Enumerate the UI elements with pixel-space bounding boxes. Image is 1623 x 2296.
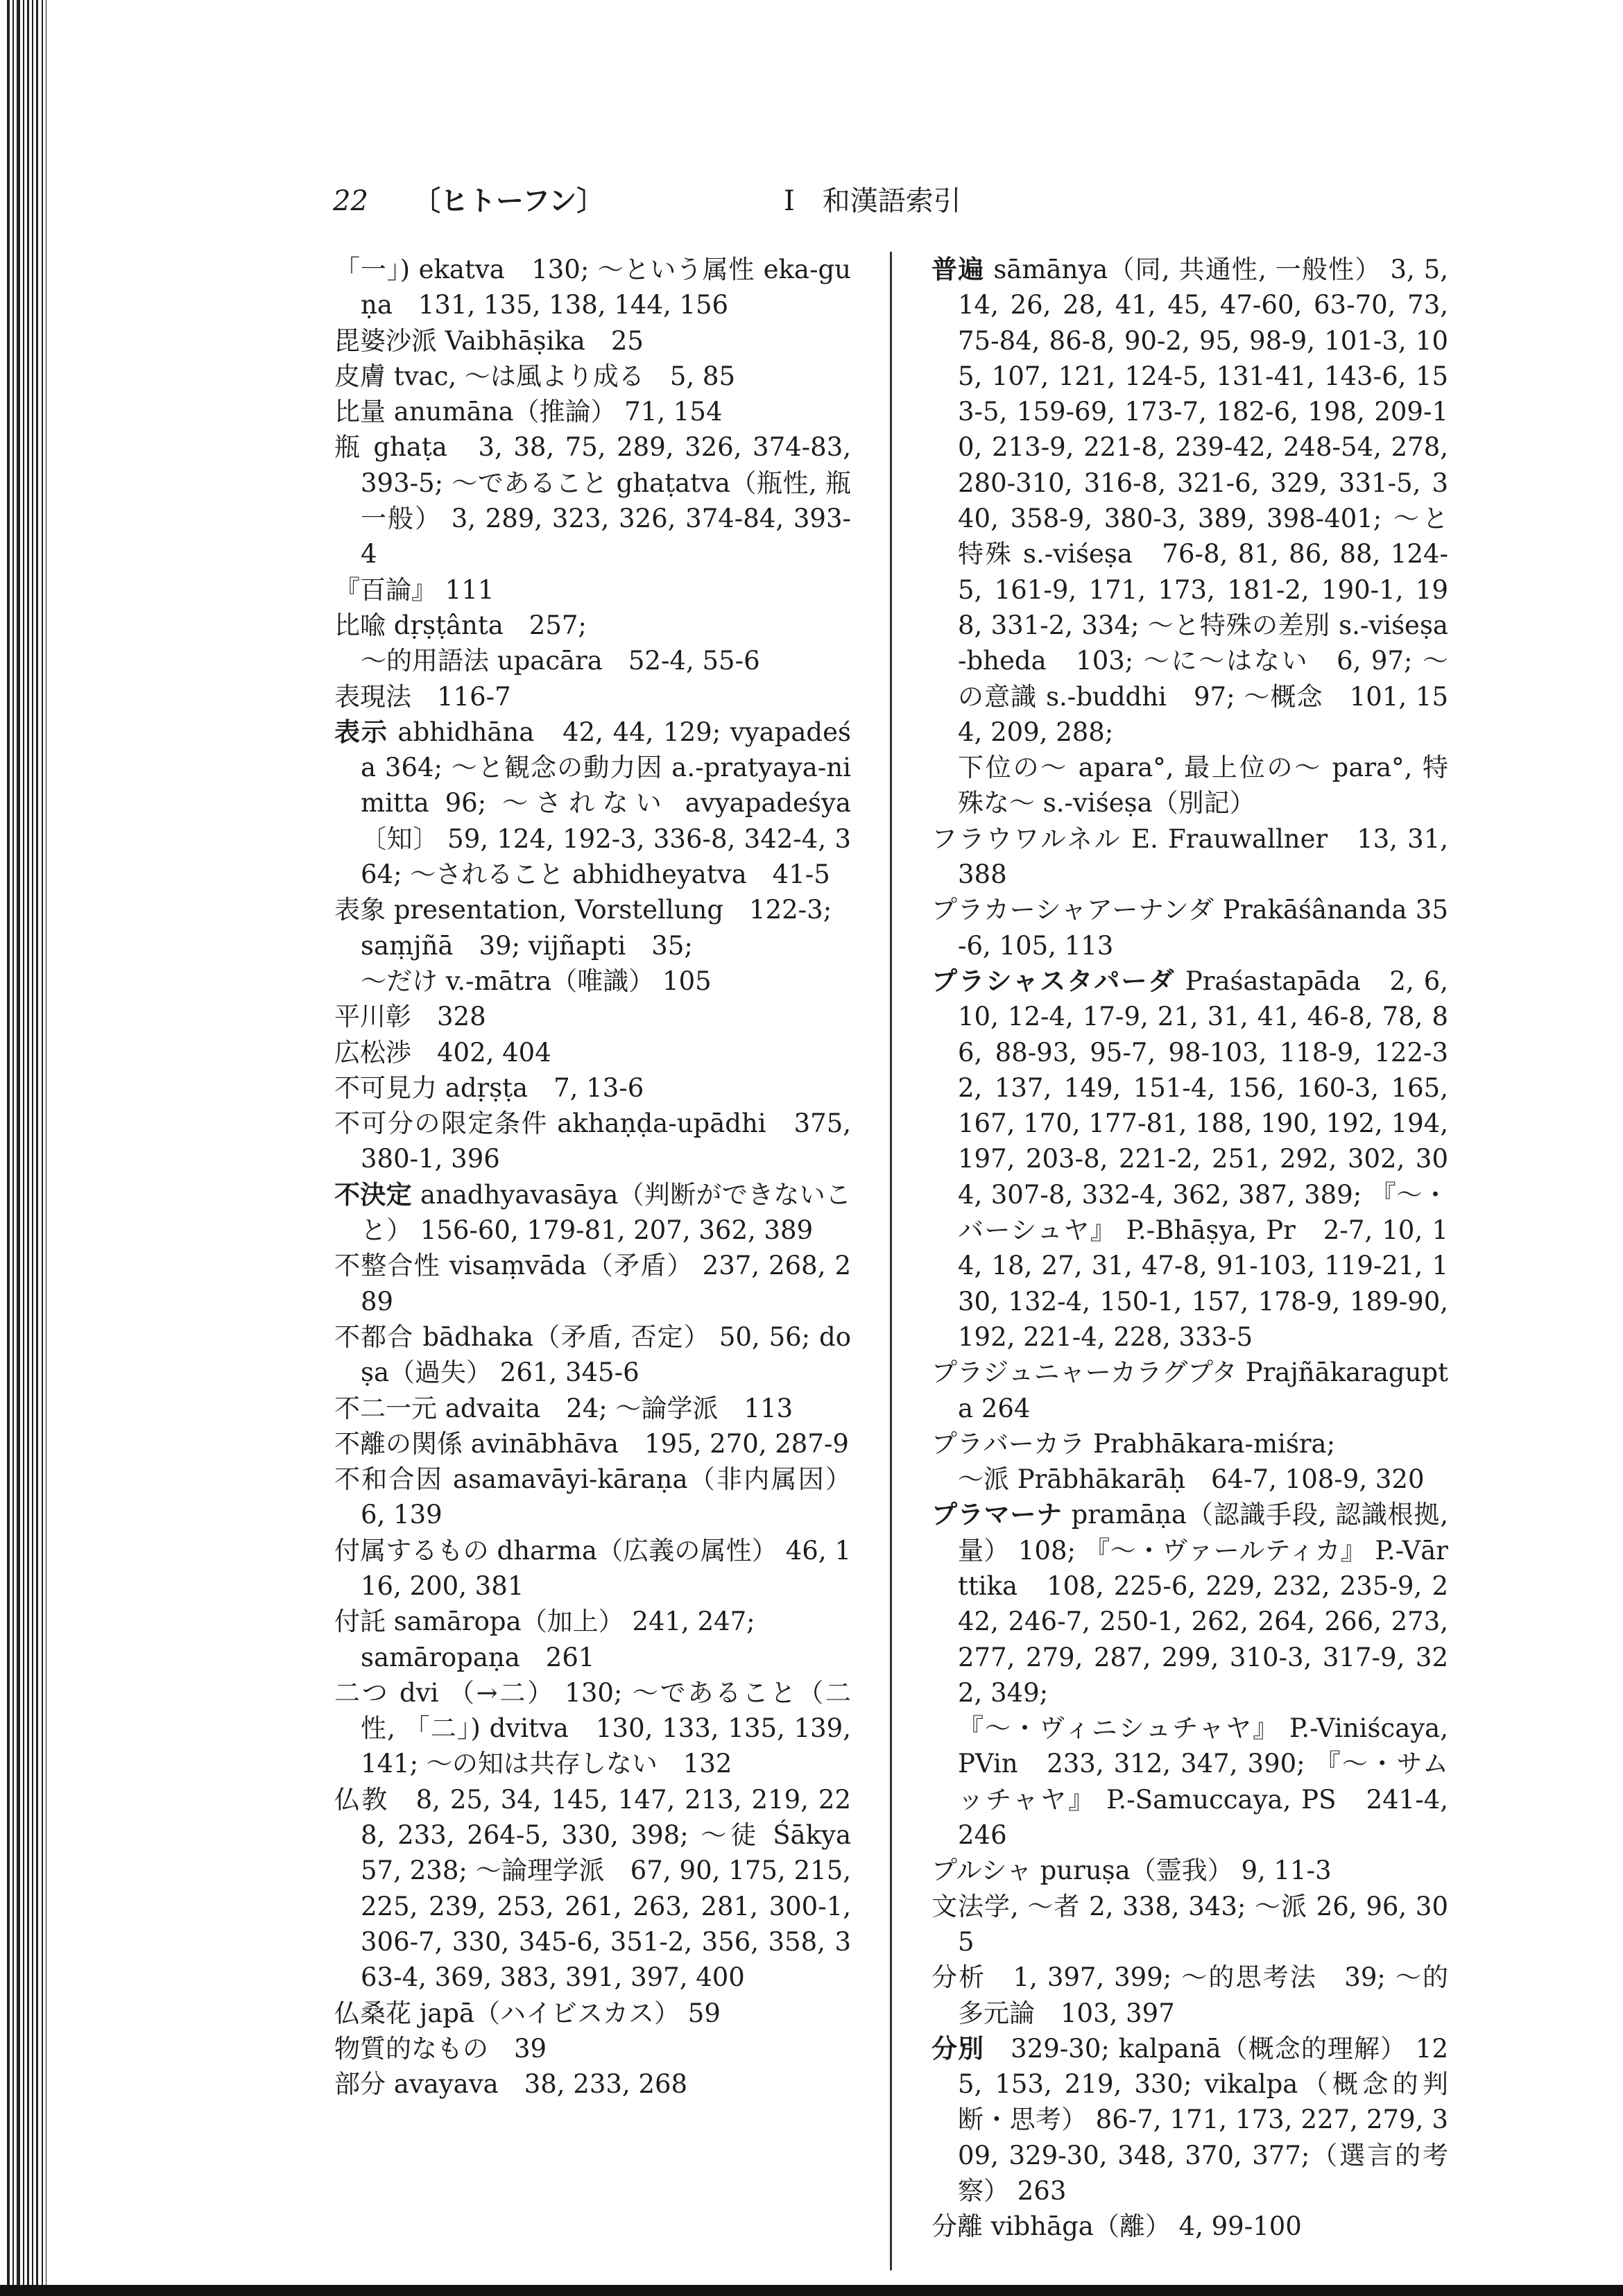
index-entry-text: 不和合因 asamavāyi-kāraṇa（非内属因） 6, 139: [334, 1464, 851, 1530]
index-entry-text: 二つ dvi （→二） 130; ～であること（二性, 「二」) dvitva 130, 133, 135, 139, 141; ～の知は共存しない 132: [334, 1677, 851, 1779]
index-entry: [334, 1070, 851, 1106]
index-entry: [334, 714, 851, 892]
index-entry: [334, 1248, 851, 1319]
index-entry-text: 不都合 bādhaka（矛盾, 否定） 50, 56; doṣa（過失） 261, 345-6: [334, 1321, 851, 1388]
book-binding-edge: [0, 0, 55, 2296]
index-entry: [334, 1996, 851, 2031]
index-entry-text: 広松渉 402, 404: [334, 1037, 551, 1068]
index-entry: [334, 2031, 851, 2066]
index-entry: [334, 1462, 851, 1533]
header-title: 〔ヒトーフン〕: [413, 185, 605, 217]
index-entry: [931, 1426, 1448, 1462]
index-entry-text: ～派 Prābhākarāḥ 64-7, 108-9, 320: [958, 1464, 1425, 1495]
index-entry-text: 分離 vibhāga（離） 4, 99-100: [931, 2211, 1302, 2242]
index-entry-text: ～的用語法 upacāra 52-4, 55-6: [361, 646, 760, 676]
index-entry-text: プラカーシャアーナンダ Prakāśânanda 35-6, 105, 113: [931, 895, 1448, 961]
index-entry-text: 瓶 ghaṭa 3, 38, 75, 289, 326, 374-83, 393-5; ～であること ghaṭatva（瓶性, 瓶一般） 3, 289, 323, 326, 374-84, 393-4: [334, 432, 851, 569]
index-entry-text: abhidhāna 42, 44, 129; vyapadeśa 364; ～と観念の動力因 a.-pratyaya-nimitta 96; ～されない avyapadeśya 〔知〕 59, 124, 192-3, 336-8, 342-4, 364; ～されること abhidheyatva 41-5: [361, 717, 851, 890]
index-entry: [931, 963, 1448, 1355]
index-entry: [931, 1889, 1448, 1960]
index-entry: [931, 892, 1448, 963]
index-entry: [334, 359, 851, 394]
index-entry-text: 毘婆沙派 Vaibhāṣika 25: [334, 325, 644, 356]
index-entry-text: 文法学, ～者 2, 338, 343; ～派 26, 96, 305: [931, 1891, 1448, 1957]
index-entry: [334, 608, 851, 643]
index-entry: [931, 252, 1448, 750]
index-entry-text: 表象 presentation, Vorstellung 122-3;: [334, 895, 832, 925]
index-entry-text: 物質的なもの 39: [334, 2033, 547, 2064]
index-entry: [334, 928, 851, 963]
index-entry: [931, 1355, 1448, 1426]
index-entry: [334, 1533, 851, 1604]
index-entry: [334, 1106, 851, 1177]
index-entry-text: 皮膚 tvac, ～は風より成る 5, 85: [334, 361, 735, 391]
index-entry-heading: 分別: [931, 2032, 985, 2064]
index-entry: [334, 892, 851, 927]
index-entry-text: samāropaṇa 261: [361, 1642, 595, 1672]
index-entry-text: 表現法 116-7: [334, 681, 511, 712]
index-entry-text: Praśastapāda 2, 6, 10, 12-4, 17-9, 21, 31, 41, 46-8, 78, 86, 88-93, 95-7, 98-103, 118-9, 122-32, 137, 149, 151-4, 156, 160-3, 165, 167, 170, 177-81, 188, 190, 192, 194, 197, 203-8, 221-2, 251, 292, 302, 304, 307-8, 332-4, 362, 387, 389; 『～・バーシュヤ』 P.-Bhāṣya, Pr 2-7, 10, 14, 18, 27, 31, 47-8, 91-103, 119-21, 130, 132-4, 150-1, 157, 178-9, 189-90, 192, 221-4, 228, 333-5: [958, 966, 1448, 1352]
index-entry: [334, 394, 851, 429]
index-entry-text: 比喩 dṛṣṭânta 257;: [334, 610, 587, 640]
index-entry: [334, 1035, 851, 1070]
index-column-left: [334, 252, 877, 2102]
index-entry: [334, 1782, 877, 1996]
column-divider: [890, 252, 892, 2270]
index-entry: [334, 1426, 851, 1462]
index-entry: [334, 963, 851, 999]
scan-edge: [0, 2285, 1623, 2296]
index-entry: [334, 1319, 851, 1391]
index-entry-text: 部分 avayava 38, 233, 268: [334, 2069, 688, 2100]
index-entry: [931, 1711, 1448, 1853]
index-entry-text: 不可見力 adṛṣṭa 7, 13-6: [334, 1072, 644, 1103]
index-entry-text: 『～・ヴィニシュチャヤ』 P.-Viniścaya, PVin 233, 312, 347, 390; 『～・サムッチャヤ』 P.-Samuccaya, PS 241-4, 246: [958, 1713, 1448, 1851]
index-entry: [931, 2031, 1448, 2209]
index-entry-text: 329-30; kalpanā（概念的理解） 125, 153, 219, 330; vikalpa（概念的判断・思考） 86-7, 171, 173, 227, 279, 309, 329-30, 348, 370, 377;（選言的考察） 263: [958, 2033, 1448, 2207]
index-entry-text: 平川彰 328: [334, 1002, 486, 1032]
index-entry-text: 仏教 8, 25, 34, 145, 147, 213, 219, 228, 233, 264-5, 330, 398; ～徒 Śākya 57, 238; ～論理学派 67, 90, 175, 215, 225, 239, 253, 261, 263, 281, 300-1, 306-7, 330, 345-6, 351-2, 356, 358, 363-4, 369, 383, 391, 397, 400: [334, 1784, 877, 1993]
index-entry: [334, 429, 851, 572]
page-header: [333, 177, 1359, 225]
index-entry-text: フラウワルネル E. Frauwallner 13, 31, 388: [931, 823, 1448, 890]
index-entry-text: 「一」) ekatva 130; ～という属性 eka-guṇa 131, 135, 138, 144, 156: [334, 255, 851, 320]
index-entry-text: 仏桑花 japā（ハイビスカス） 59: [334, 1998, 721, 2028]
index-entry-text: 不可分の限定条件 akhaṇḍa-upādhi 375, 380-1, 396: [334, 1108, 851, 1174]
index-entry-text: 付託 samāropa（加上） 241, 247;: [334, 1607, 755, 1637]
index-entry: [334, 323, 851, 359]
index-entry: [931, 1960, 1448, 2031]
index-entry: [334, 252, 851, 323]
index-entry: [931, 1462, 1448, 1497]
index-entry: [334, 1640, 851, 1675]
index-entry-heading: 普遍: [931, 254, 985, 284]
index-entry: [931, 1497, 1448, 1711]
index-entry: [334, 999, 851, 1034]
index-entry: [334, 1604, 851, 1639]
index-entry-text: 分析 1, 397, 399; ～的思考法 39; ～的多元論 103, 397: [931, 1962, 1448, 2028]
index-entry-heading: 不決定: [334, 1179, 412, 1210]
index-entry-text: プルシャ puruṣa（霊我） 9, 11-3: [931, 1856, 1332, 1886]
index-entry: [931, 2209, 1448, 2244]
index-column-right: [931, 252, 1448, 2245]
index-entry-text: プラバーカラ Prabhākara-miśra;: [931, 1428, 1336, 1459]
index-entry-heading: プラマーナ: [931, 1499, 1063, 1530]
index-entry: [334, 1177, 851, 1249]
index-entry-text: 『百論』 111: [334, 574, 495, 605]
index-entry-text: 不離の関係 avinābhāva 195, 270, 287-9: [334, 1428, 849, 1459]
index-entry-text: anadhyavasāya（判断ができないこと） 156-60, 179-81, 207, 362, 389: [361, 1179, 852, 1246]
index-entry: [931, 1853, 1448, 1888]
index-entry-text: 不整合性 visaṃvāda（矛盾） 237, 268, 289: [334, 1251, 851, 1317]
index-entry: [334, 1391, 851, 1426]
index-entry-text: saṃjñā 39; vijñapti 35;: [361, 930, 693, 961]
index-entry-text: 不二一元 advaita 24; ～論学派 113: [334, 1393, 793, 1423]
index-entry: [334, 2066, 851, 2102]
index-entry: [334, 1675, 851, 1782]
index-entry-text: プラジュニャーカラグプタ Prajñākaragupta 264: [931, 1357, 1448, 1423]
index-entry: [334, 679, 851, 714]
page-number: 22: [333, 185, 368, 217]
index-entry: [931, 821, 1448, 893]
index-entry-heading: 表示: [334, 716, 388, 747]
index-entry-text: 付属するもの dharma（広義の属性） 46, 116, 200, 381: [334, 1535, 851, 1601]
index-entry-heading: プラシャスタパーダ: [931, 965, 1176, 996]
index-entry: [931, 750, 1448, 821]
index-entry-text: ～だけ v.-mātra（唯識） 105: [361, 966, 712, 996]
index-entry: [334, 572, 851, 608]
index-entry-text: pramāṇa（認識手段, 認識根拠, 量） 108; 『～・ヴァールティカ』 P.-Vārttika 108, 225-6, 229, 232, 235-9, 242, 246-7, 250-1, 262, 264, 266, 273, 277, 279, 287, 299, 310-3, 317-9, 322, 349;: [958, 1500, 1448, 1708]
index-entry-text: 比量 anumāna（推論） 71, 154: [334, 397, 723, 427]
index-entry-text: 下位の～ apara°, 最上位の～ para°, 特殊な～ s.-viśeṣa（別記）: [958, 753, 1448, 819]
section-title: I 和漢語索引: [784, 185, 961, 217]
index-entry-text: sāmānya（同, 共通性, 一般性） 3, 5, 14, 26, 28, 41, 45, 47-60, 63-70, 73, 75-84, 86-8, 90-2, 95, 98-9, 101-3, 105, 107, 121, 124-5, 131-41, 143-6, 153-5, 159-69, 173-7, 182-6, 198, 209-10, 213-9, 221-8, 239-42, 248-54, 278, 280-310, 316-8, 321-6, 329, 331-5, 340, 358-9, 380-3, 389, 398-401; ～と特殊 s.-viśeṣa 76-8, 81, 86, 88, 124-5, 161-9, 171, 173, 181-2, 190-1, 198, 331-2, 334; ～と特殊の差別 s.-viśeṣa-bheda 103; ～に～はない 6, 97; ～の意識 s.-buddhi 97; ～概念 101, 154, 209, 288;: [958, 255, 1449, 747]
index-entry: [334, 643, 851, 678]
